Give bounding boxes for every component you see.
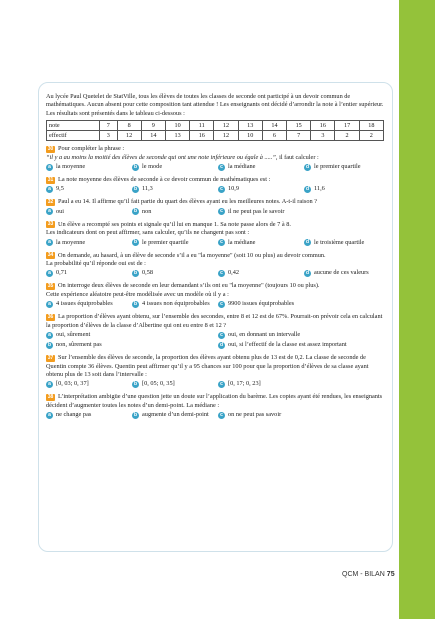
option-text: le premier quartile — [142, 238, 189, 246]
table-cell: 14 — [141, 131, 165, 141]
question-number-badge: 34 — [47, 252, 54, 259]
option-b[interactable] — [132, 269, 153, 277]
option-b[interactable] — [132, 380, 175, 388]
table-cell: 2 — [335, 131, 359, 141]
question-text-2: Cette expérience aléatoire peut-être modélisée avec un modèle où il y a : — [46, 290, 229, 298]
option-text: oui — [56, 207, 65, 215]
option-text: ne change pas — [56, 411, 92, 419]
options — [46, 341, 386, 350]
option-a[interactable] — [46, 300, 113, 308]
option-letter-badge: c — [218, 239, 225, 246]
option-text: 4 issues équiprobables — [56, 300, 113, 308]
option-letter-badge: b — [133, 239, 138, 246]
table-cell: 2 — [359, 131, 383, 141]
page-number: 75 — [386, 571, 395, 578]
table-cell: 18 — [359, 121, 383, 131]
option-c[interactable] — [218, 411, 281, 419]
green-sidebar-band — [399, 0, 435, 619]
footer-label: QCM - BILAN — [342, 571, 385, 578]
question-number-badge: 35 — [47, 282, 54, 289]
results-table — [46, 120, 384, 141]
option-letter-badge: c — [218, 270, 225, 277]
question-quote: “il y a au moins la moitié des élèves de seconde qui ont une note inférieure ou égale à .....” — [46, 153, 276, 161]
question-37 — [46, 354, 386, 389]
question-34 — [46, 252, 386, 279]
question-text: La note moyenne des élèves de seconde à ce devoir commun de mathématiques est : — [58, 176, 271, 184]
question-31 — [46, 176, 386, 194]
page-footer — [342, 571, 395, 578]
option-b[interactable] — [46, 341, 102, 349]
option-letter-badge: a — [46, 164, 53, 171]
option-letter-badge: b — [133, 163, 138, 170]
option-text: le troisième quartile — [314, 238, 365, 246]
option-letter-badge: a — [46, 208, 53, 215]
option-letter-badge: d — [219, 341, 224, 348]
option-letter-badge: d — [305, 269, 310, 276]
option-a[interactable] — [46, 239, 85, 247]
option-text: 4 issues non équiprobables — [142, 300, 210, 308]
option-a[interactable] — [46, 185, 64, 193]
option-text: 0,71 — [56, 269, 68, 277]
question-number-badge: 30 — [47, 145, 54, 152]
option-letter-badge: b — [133, 411, 138, 418]
option-text: aucune de ces valeurs — [314, 269, 369, 277]
option-d[interactable] — [304, 269, 369, 277]
option-a[interactable] — [46, 208, 64, 216]
option-letter-badge: a — [46, 270, 53, 277]
option-letter-badge: c — [218, 164, 225, 171]
question-36 — [46, 313, 386, 350]
option-letter-badge: d — [305, 185, 310, 192]
option-text: [0, 03; 0, 37] — [56, 380, 89, 388]
table-cell: 15 — [287, 121, 311, 131]
option-text: oui, si l’effectif de la classe est assez important — [228, 341, 347, 349]
option-letter-badge: c — [218, 186, 225, 193]
options — [46, 380, 386, 389]
question-32 — [46, 198, 386, 216]
table-cell: 10 — [238, 131, 262, 141]
option-text: il ne peut pas le savoir — [228, 207, 285, 215]
question-text-2: Les indicateurs dont on peut affirmer, sans calculer, qu’ils ne changent pas sont : — [46, 229, 250, 237]
table-cell: 12 — [117, 131, 141, 141]
option-letter-badge: d — [305, 163, 310, 170]
option-letter-badge: a — [46, 301, 53, 308]
option-text: 0,42 — [228, 269, 240, 277]
option-letter-badge: c — [218, 412, 225, 419]
options — [46, 239, 386, 248]
option-letter-badge: b — [133, 300, 138, 307]
option-d[interactable] — [304, 163, 361, 171]
option-a[interactable] — [46, 269, 67, 277]
option-text: [0, 05; 0, 35] — [142, 380, 175, 388]
options — [46, 331, 386, 340]
table-cell: 11 — [190, 121, 214, 131]
option-b[interactable] — [132, 300, 210, 308]
options — [46, 411, 386, 420]
question-text: Paul a eu 14. Il affirme qu’il fait partie du quart des élèves ayant eu les meilleures notes. A-t-il raison ? — [58, 198, 318, 206]
option-text: 9,5 — [56, 185, 64, 193]
options — [46, 185, 386, 194]
option-letter-badge: a — [46, 381, 53, 388]
intro-text: Au lycée Paul Quetelet de StatVille, tous les élèves de toutes les classes de seconde ont participé à un devoir commun de mathématiques. Aucun absent pour cette composition tant attendue ! Les enseignants ont décidé d’arrondir la note à l’entier supérieur. — [46, 93, 384, 109]
table-cell: 13 — [238, 121, 262, 131]
table-row-header: effectif — [47, 131, 100, 141]
option-text: non, sûrement pas — [56, 341, 102, 349]
table-cell: 10 — [165, 121, 189, 131]
option-text: 11,3 — [142, 185, 153, 193]
question-text: On demande, au hasard, à un élève de seconde s’il a eu "la moyenne" (soit 10 ou plus) au devoir commun. — [58, 251, 326, 259]
table-row-effectifs — [47, 131, 384, 141]
question-35 — [46, 282, 386, 309]
intro — [46, 93, 386, 118]
option-c[interactable] — [218, 300, 294, 308]
option-text: [0, 17; 0, 23] — [228, 380, 261, 388]
table-row-notes — [47, 121, 384, 131]
option-c[interactable] — [218, 269, 239, 277]
option-letter-badge: a — [46, 186, 53, 193]
option-letter-badge: b — [133, 269, 138, 276]
table-cell: 16 — [311, 121, 335, 131]
option-letter-badge: a — [46, 412, 53, 419]
option-text: on ne peut pas savoir — [228, 411, 282, 419]
question-30 — [46, 145, 386, 172]
question-number-badge: 33 — [47, 221, 54, 228]
question-text: Un élève a recompté ses points et signale qu’il lui en manque 1. Sa note passe alors de 7 à 8. — [58, 220, 291, 228]
option-letter-badge: b — [133, 185, 138, 192]
option-d[interactable] — [304, 185, 325, 193]
option-c[interactable] — [218, 239, 255, 247]
option-c[interactable] — [218, 163, 255, 171]
option-letter-badge: a — [46, 239, 53, 246]
question-quote-tail: , il faut calculer : — [275, 153, 319, 161]
table-cell: 3 — [311, 131, 335, 141]
option-b[interactable] — [132, 163, 162, 171]
question-text: L’interprétation ambigüe d’une question jette un doute sur l’application du barème. Les copies ayant été rendues, les enseignants décident d’augmenter toutes les notes d’un demi-point. La médiane : — [46, 393, 383, 409]
option-text: le premier quartile — [314, 163, 361, 171]
options — [46, 300, 386, 309]
option-letter-badge: b — [133, 208, 138, 215]
question-text: On interroge deux élèves de seconde en leur demandant s’ils ont eu "la moyenne" (toujours 10 ou plus). — [58, 282, 320, 290]
option-text: oui, sûrement — [56, 331, 91, 339]
option-letter-badge: c — [218, 208, 225, 215]
table-cell: 9 — [141, 121, 165, 131]
results-intro: Les résultats sont présentés dans le tableau ci-dessous : — [46, 109, 185, 117]
table-row-header: note — [47, 121, 100, 131]
question-number-badge: 36 — [47, 313, 54, 320]
option-c[interactable] — [218, 185, 239, 193]
question-text: La proportion d’élèves ayant obtenu, sur l’ensemble des secondes, entre 8 et 12 est de 67%. Pourrait-on prévoir cela en calculant la proportion d’élèves de la classe d’Albertine qui ont eu entre 8 et 12 ? — [46, 313, 383, 329]
option-letter-badge: c — [218, 301, 225, 308]
table-cell: 8 — [117, 121, 141, 131]
options — [46, 163, 386, 172]
table-cell: 12 — [214, 121, 238, 131]
option-text: 9900 issues équiprobables — [228, 300, 295, 308]
option-a[interactable] — [46, 331, 90, 339]
table-cell: 7 — [287, 131, 311, 141]
option-text: la moyenne — [56, 238, 86, 246]
qcm-content — [46, 93, 386, 420]
option-text: 10,9 — [228, 185, 240, 193]
question-number-badge: 32 — [47, 198, 54, 205]
option-text: oui, en donnant un intervalle — [228, 331, 301, 339]
option-d[interactable] — [218, 341, 347, 349]
option-b[interactable] — [132, 411, 209, 419]
option-letter-badge: b — [47, 341, 52, 348]
option-c[interactable] — [218, 380, 261, 388]
option-d[interactable] — [304, 239, 364, 247]
option-text: la moyenne — [56, 163, 86, 171]
table-cell: 3 — [100, 131, 118, 141]
option-letter-badge: d — [305, 239, 310, 246]
options — [46, 208, 386, 217]
table-cell: 16 — [190, 131, 214, 141]
question-text: Sur l’ensemble des élèves de seconde, la proportion des élèves ayant obtenu plus de 13 est de 0,2. La classe de seconde de Quentin compte 36 élèves. Quentin peut affirmer qu’il y a 95 chances sur 100 pour que la proportion d’élèves de sa classe ayant obtenu plus de 13 soit dans l’intervalle : — [46, 354, 369, 378]
options — [46, 269, 386, 278]
table-cell: 17 — [335, 121, 359, 131]
option-b[interactable] — [132, 208, 151, 216]
question-33 — [46, 221, 386, 248]
option-text: augmente d’un demi-point — [142, 411, 209, 419]
option-text: le mode — [142, 163, 163, 171]
option-text: la médiane — [228, 238, 256, 246]
option-b[interactable] — [132, 185, 153, 193]
table-cell: 12 — [214, 131, 238, 141]
option-letter-badge: b — [133, 380, 138, 387]
option-a[interactable] — [46, 411, 91, 419]
option-c[interactable] — [218, 208, 284, 216]
question-number-badge: 37 — [47, 354, 54, 361]
option-letter-badge: a — [46, 332, 53, 339]
option-text: 0,58 — [142, 269, 154, 277]
table-cell: 7 — [100, 121, 118, 131]
option-a[interactable] — [46, 163, 85, 171]
table-cell: 6 — [262, 131, 286, 141]
option-text: la médiane — [228, 163, 256, 171]
option-letter-badge: c — [218, 381, 225, 388]
table-cell: 13 — [165, 131, 189, 141]
option-text: 11,6 — [314, 185, 325, 193]
question-number-badge: 31 — [47, 176, 54, 183]
option-b[interactable] — [132, 239, 189, 247]
table-cell: 14 — [262, 121, 286, 131]
option-letter-badge: c — [218, 332, 225, 339]
question-38 — [46, 393, 386, 420]
question-number-badge: 38 — [47, 393, 54, 400]
option-c[interactable] — [218, 331, 300, 339]
question-text: Pour compléter la phrase : — [58, 145, 125, 153]
option-text: non — [142, 207, 152, 215]
question-text-2: La probabilité qu’il réponde oui est de : — [46, 260, 146, 268]
option-a[interactable] — [46, 380, 89, 388]
